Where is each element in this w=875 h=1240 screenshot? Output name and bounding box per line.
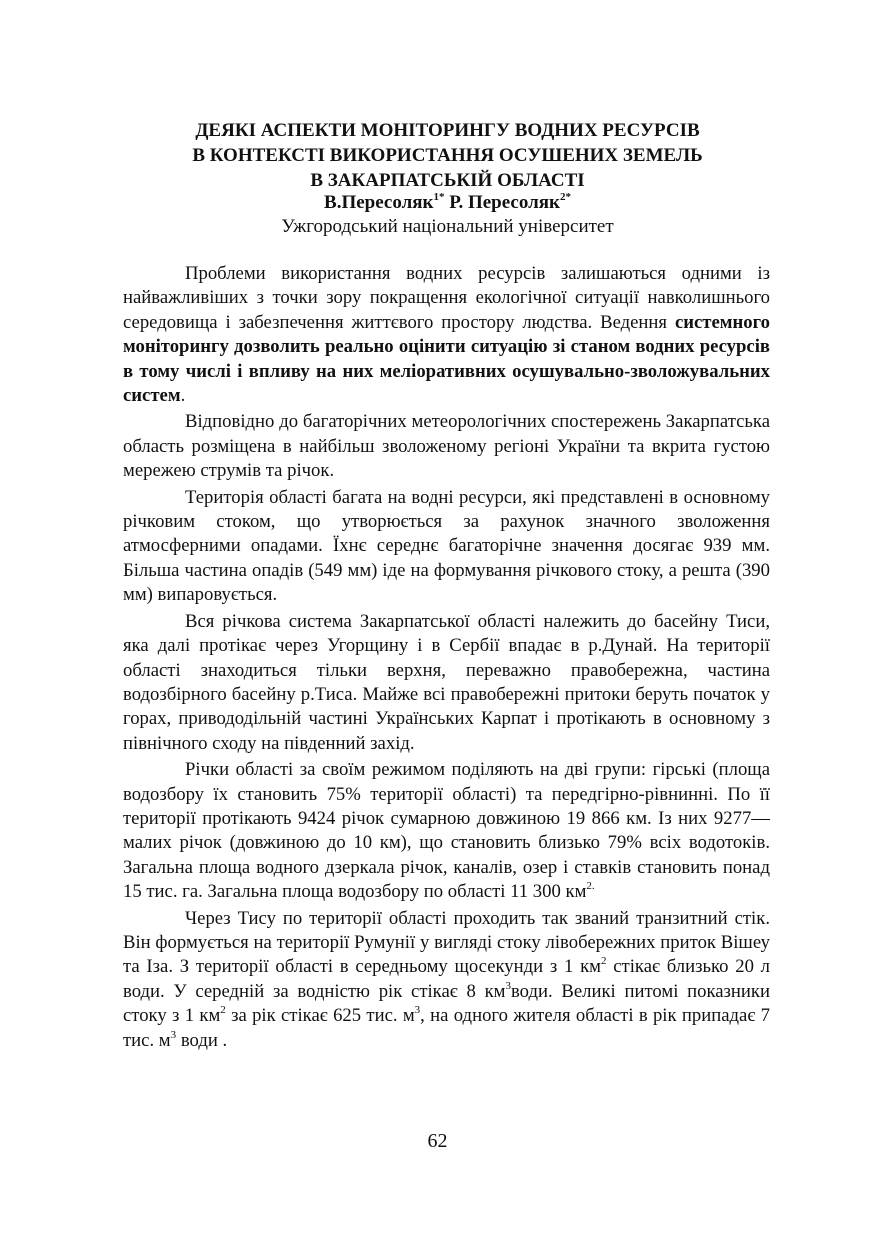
authors-line bbox=[120, 191, 775, 215]
affiliation: Ужгородський національний університет bbox=[281, 216, 614, 237]
paragraph-6-sup-3: 2 bbox=[220, 1004, 226, 1017]
paragraph-6-text-f: води . bbox=[176, 1029, 228, 1051]
article-title bbox=[120, 118, 775, 193]
paragraph-6-sup-4: 3 bbox=[414, 1004, 421, 1017]
paragraph-6-text-c: води. Великі питомі показники стоку з 1 км bbox=[123, 980, 770, 1027]
page-number: 62 bbox=[427, 1130, 448, 1152]
paragraph-6-text-b: стікає близько 20 л води. У середній за водністю рік стікає 8 км bbox=[123, 956, 770, 1002]
paragraph-6-text-d: за рік стікає 625 тис. м bbox=[225, 1005, 415, 1027]
paragraph-6-text-a: Через Тису по території області проходить так званий транзитний стік. Він формується на території Румунії у вигляді стоку лівобережних приток Вішеу та Іза. З території області в середньому щосекунди з 1 км bbox=[123, 907, 770, 978]
paragraph-6-sup-5: 3 bbox=[170, 1028, 177, 1041]
author-2-mark: 2* bbox=[559, 191, 571, 203]
paragraph-5-text: Річки області за своїм режимом поділяють на дві групи: гірські (площа водозбору їх становить 75% території області) та передгірно-рівнинні. По її території протікають 9424 річок сумарною довжиною 19 866 км. Із них 9277— малих річок (довжиною до 10 км), що становить близько 79% всіх водотоків. Загальна площа водного дзеркала річок, каналів, озер і ставків становить понад 15 тис. га. Загальна площа водозбору по області 11 300 км bbox=[123, 759, 770, 903]
paragraph-5-superscript: 2. bbox=[586, 880, 595, 893]
paragraph-1 bbox=[123, 262, 770, 408]
paragraph-1-text: Проблеми використання водних ресурсів залишаються одними із найважливіших з точки зору покращення екологічної ситуації навколишнього середовища і забезпечення життєвого простору людства. Ведення bbox=[123, 263, 770, 333]
paragraph-6-text-e: , на одного жителя області в рік припадає 7 тис. м bbox=[123, 1005, 770, 1051]
paragraph-1-end: . bbox=[180, 385, 186, 407]
paragraph-1-bold-text: системного моніторингу дозволить реально оцінити ситуацію зі станом водних ресурсів в тому числі і впливу на них меліоративних осушувально-зволожувальних систем bbox=[123, 311, 770, 407]
title-line-1: ДЕЯКІ АСПЕКТИ МОНІТОРИНГУ ВОДНИХ РЕСУРСІВ bbox=[195, 120, 700, 141]
paragraph-5 bbox=[123, 758, 770, 904]
paragraph-3: Територія області багата на водні ресурси, які представлені в основному річковим стоком, що утворюється за рахунок значного зволоження атмосферними опадами. Їхнє середнє багаторічне значення досягає 939 мм. Більша частина опадів (549 мм) іде на формування річкового стоку, а решта (390 мм) випаровується. bbox=[123, 486, 770, 606]
paragraph-2: Відповідно до багаторічних метеорологічних спостережень Закарпатська область розміщена в найбільш зволоженому регіоні України та вкрита густою мережею струмів та річок. bbox=[123, 411, 770, 482]
paragraph-6 bbox=[123, 907, 770, 1053]
paragraph-6-sup-1: 2 bbox=[601, 955, 607, 968]
paragraph-6-sup-2: 3 bbox=[505, 979, 511, 992]
author-1-mark: 1* bbox=[433, 191, 445, 203]
title-line-2: В КОНТЕКСТІ ВИКОРИСТАННЯ ОСУШЕНИХ ЗЕМЕЛЬ bbox=[192, 145, 703, 166]
article-body bbox=[123, 262, 770, 1053]
paragraph-4: Вся річкова система Закарпатської області належить до басейну Тиси, яка далі протікає через Угорщину і в Сербії впадає в р.Дунай. На території області знаходиться тільки верхня, переважно правобережна, частина водозбірного басейну р.Тиса. Майже всі правобережні притоки беруть початок у горах, привододільній частині Українських Карпат і протікають в основному з північного сходу на південний захід. bbox=[123, 610, 770, 754]
author-1: В.Пересоляк bbox=[324, 192, 434, 213]
title-line-3: В ЗАКАРПАТСЬКІЙ ОБЛАСТІ bbox=[310, 170, 585, 191]
author-2: Р. Пересоляк bbox=[449, 192, 560, 213]
